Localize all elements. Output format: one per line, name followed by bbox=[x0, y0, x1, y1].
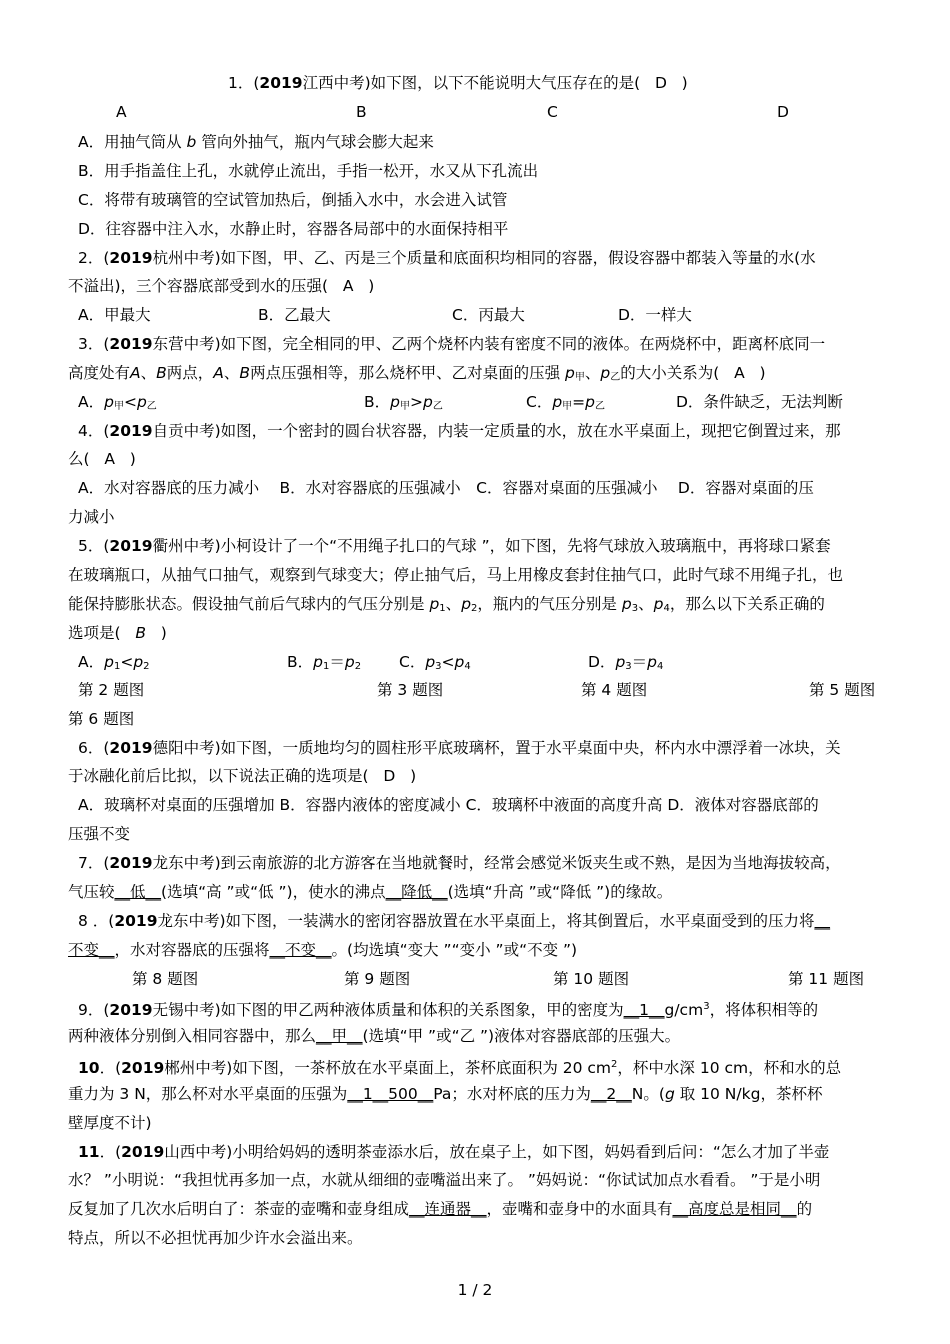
q3-option-d: D．条件缺乏，无法判断 bbox=[676, 393, 843, 411]
fig-caption-5: 第 5 题图 bbox=[809, 681, 876, 699]
q5-option-d: D．$p_3=p_4$ bbox=[588, 653, 664, 672]
q4-options-cont: 力减小 bbox=[68, 508, 115, 526]
q6-stem: 6．(2019德阳中考)如下图，一质地均匀的圆柱形平底玻璃杯，置于水平桌面中央，杯内水中漂浮着一冰块，关 bbox=[78, 739, 841, 757]
q9-blank-1: __1__ bbox=[623, 1001, 665, 1019]
q5-stem-cont3: 选项是( B ) bbox=[68, 624, 167, 642]
q4-options: A．水对容器底的压力减小 B．水对容器底的压强减小 C．容器对桌面的压强减小 D．容器对桌面的压 bbox=[78, 479, 814, 497]
q2-answer: A bbox=[342, 277, 354, 295]
q11-stem: 11．(2019山西中考)小明给妈妈的透明茶壶添水后，放在桌子上，如下图，妈妈看到后问：“怎么才加了半壶 bbox=[78, 1143, 830, 1161]
q2-option-c: C．丙最大 bbox=[452, 306, 525, 324]
fig-caption-6: 第 6 题图 bbox=[68, 710, 135, 728]
q3-option-c: C．$p_甲=p_乙$ bbox=[526, 393, 606, 412]
q11-blank-1: __连通器__ bbox=[409, 1200, 487, 1218]
fig-caption-2: 第 2 题图 bbox=[78, 681, 145, 699]
q9-blank-2: __甲__ bbox=[316, 1027, 363, 1045]
q1-fig-label-c: C bbox=[547, 103, 558, 121]
q10-blank-1: __1__500__ bbox=[347, 1085, 434, 1103]
q10-stem-cont2: 壁厚度不计) bbox=[68, 1114, 152, 1132]
q10-stem-cont: 重力为 3 N，那么杯对水平桌面的压强为__1__500__Pa；水对杯底的压力为__2__N。(g 取 10 N/kg，茶杯杯 bbox=[68, 1085, 823, 1103]
q2-stem-cont: 不溢出)，三个容器底部受到水的压强( A ) bbox=[68, 277, 375, 295]
fig-caption-9: 第 9 题图 bbox=[344, 970, 411, 988]
q3-answer: A bbox=[734, 364, 745, 382]
q11-stem-cont2: 反复加了几次水后明白了：茶壶的壶嘴和壶身组成__连通器__，壶嘴和壶身中的水面具有__高度总是相同__的 bbox=[68, 1200, 813, 1218]
q6-options-cont: 压强不变 bbox=[68, 825, 131, 843]
q1-fig-label-d: D bbox=[777, 103, 789, 121]
q6-options: A．玻璃杯对桌面的压强增加 B．容器内液体的密度减小 C．玻璃杯中液面的高度升高 D．液体对容器底部的 bbox=[78, 796, 819, 814]
q1-option-c: C．将带有玻璃管的空试管加热后，倒插入水中，水会进入试管 bbox=[78, 191, 508, 209]
q4-answer: A bbox=[104, 450, 115, 468]
q10-blank-2: __2__ bbox=[590, 1085, 632, 1103]
q11-blank-2: __高度总是相同__ bbox=[672, 1200, 797, 1218]
q1-answer: D bbox=[654, 74, 667, 92]
q5-stem-cont2: 能保持膨胀状态。假设抽气前后气球内的气压分别是 $p_1$、$p_2$，瓶内的气压分别是 $p_3$、$p_4$，那么以下关系正确的 bbox=[68, 595, 825, 614]
q2-option-a: A．甲最大 bbox=[78, 306, 151, 324]
q7-stem-cont: 气压较__低__(选填“高 ”或“低 ”)，使水的沸点__降低__(选填“升高 ”或“降低 ”)的缘故。 bbox=[68, 883, 673, 901]
q11-stem-cont1: 水？ ”小明说：“我担忧再多加一点，水就从细细的壶嘴溢出来了。 ”妈妈说：“你试试加点水看看。 ”于是小明 bbox=[68, 1171, 821, 1189]
q3-stem: 3．(2019东营中考)如下图，完全相同的甲、乙两个烧杯内装有密度不同的液体。在两烧杯中，距离杯底同一 bbox=[78, 335, 826, 353]
q9-stem: 9．(2019无锡中考)如下图的甲乙两种液体质量和体积的关系图象，甲的密度为$\_\_1\_\_g/cm^3$，将体积相等的 bbox=[78, 1001, 819, 1019]
q1-stem: 1．(2019江西中考)如下图，以下不能说明大气压存在的是( D ) bbox=[228, 74, 688, 92]
fig-caption-10: 第 10 题图 bbox=[553, 970, 630, 988]
fig-caption-11: 第 11 题图 bbox=[788, 970, 865, 988]
q2-option-d: D．一样大 bbox=[618, 306, 692, 324]
q8-blank-2: __不变__ bbox=[269, 941, 332, 959]
q5-option-a: A．$p_1<p_2$ bbox=[78, 653, 150, 672]
q3-option-a: A．$p_甲<p_乙$ bbox=[78, 393, 157, 412]
q4-stem-cont: 么( A ) bbox=[68, 450, 136, 468]
fig-caption-8: 第 8 题图 bbox=[132, 970, 199, 988]
q8-blank-1: 不变__ bbox=[68, 941, 115, 959]
q7-blank-1: __低__ bbox=[114, 883, 162, 901]
q1-fig-label-b: B bbox=[356, 103, 367, 121]
q2-option-b: B．乙最大 bbox=[258, 306, 331, 324]
q2-stem: 2．(2019杭州中考)如下图，甲、乙、丙是三个质量和底面积均相同的容器，假设容器中都装入等量的水(水 bbox=[78, 249, 816, 267]
q5-stem: 5．(2019衢州中考)小柯设计了一个“不用绳子扎口的气球 ”，如下图，先将气球放入玻璃瓶中，再将球口紧套 bbox=[78, 537, 831, 555]
q1-fig-label-a: A bbox=[116, 103, 127, 121]
q5-option-b: B．$p_1=p_2$ bbox=[287, 653, 362, 672]
q7-stem: 7．(2019龙东中考)到云南旅游的北方游客在当地就餐时，经常会感觉米饭夹生或不熟，是因为当地海拔较高， bbox=[78, 854, 841, 872]
page-number: 1 / 2 bbox=[457, 1281, 493, 1299]
q1-option-d: D．往容器中注入水，水静止时，容器各局部中的水面保持相平 bbox=[78, 220, 509, 238]
q8-stem: 8 ．(2019龙东中考)如下图，一装满水的密闭容器放置在水平桌面上，将其倒置后，水平桌面受到的压力将__ bbox=[78, 912, 831, 930]
q6-answer: D bbox=[383, 767, 396, 785]
q11-stem-cont3: 特点，所以不必担忧再加少许水会溢出来。 bbox=[68, 1229, 363, 1247]
q3-stem-cont: 高度处有A、B两点，A、B两点压强相等，那么烧杯甲、乙对桌面的压强 $p_甲$、$p_乙$的大小关系为( A ) bbox=[68, 364, 766, 383]
q5-option-c: C．$p_3<p_4$ bbox=[399, 653, 471, 672]
q6-stem-cont: 于冰融化前后比拟，以下说法正确的选项是( D ) bbox=[68, 767, 417, 785]
q1-option-b: B．用手指盖住上孔，水就停止流出，手指一松开，水又从下孔流出 bbox=[78, 162, 539, 180]
q4-stem: 4．(2019自贡中考)如图，一个密封的圆台状容器，内装一定质量的水，放在水平桌面上，现把它倒置过来，那 bbox=[78, 422, 841, 440]
q5-stem-cont1: 在玻璃瓶口，从抽气口抽气，观察到气球变大；停止抽气后，马上用橡皮套封住抽气口，此时气球不用绳子扎，也 bbox=[68, 566, 844, 584]
q10-stem: 10．(2019郴州中考)如下图，一茶杯放在水平桌面上，茶杯底面积为 20 $cm^2$，杯中水深 10 cm，杯和水的总 bbox=[78, 1059, 842, 1077]
q5-answer: B bbox=[135, 624, 146, 642]
q7-blank-2: __降低__ bbox=[385, 883, 448, 901]
fig-caption-3: 第 3 题图 bbox=[377, 681, 444, 699]
q1-option-a: A．用抽气筒从 b 管向外抽气，瓶内气球会膨大起来 bbox=[78, 133, 434, 151]
q3-option-b: B．$p_甲>p_乙$ bbox=[364, 393, 443, 412]
q9-stem-cont: 两种液体分别倒入相同容器中，那么__甲__(选填“甲 ”或“乙 ”)液体对容器底部的压强大。 bbox=[68, 1027, 681, 1045]
fig-caption-4: 第 4 题图 bbox=[581, 681, 648, 699]
q8-stem-cont: 不变__，水对容器底的压强将__不变__。(均选填“变大 ”“变小 ”或“不变 ”) bbox=[68, 941, 578, 959]
